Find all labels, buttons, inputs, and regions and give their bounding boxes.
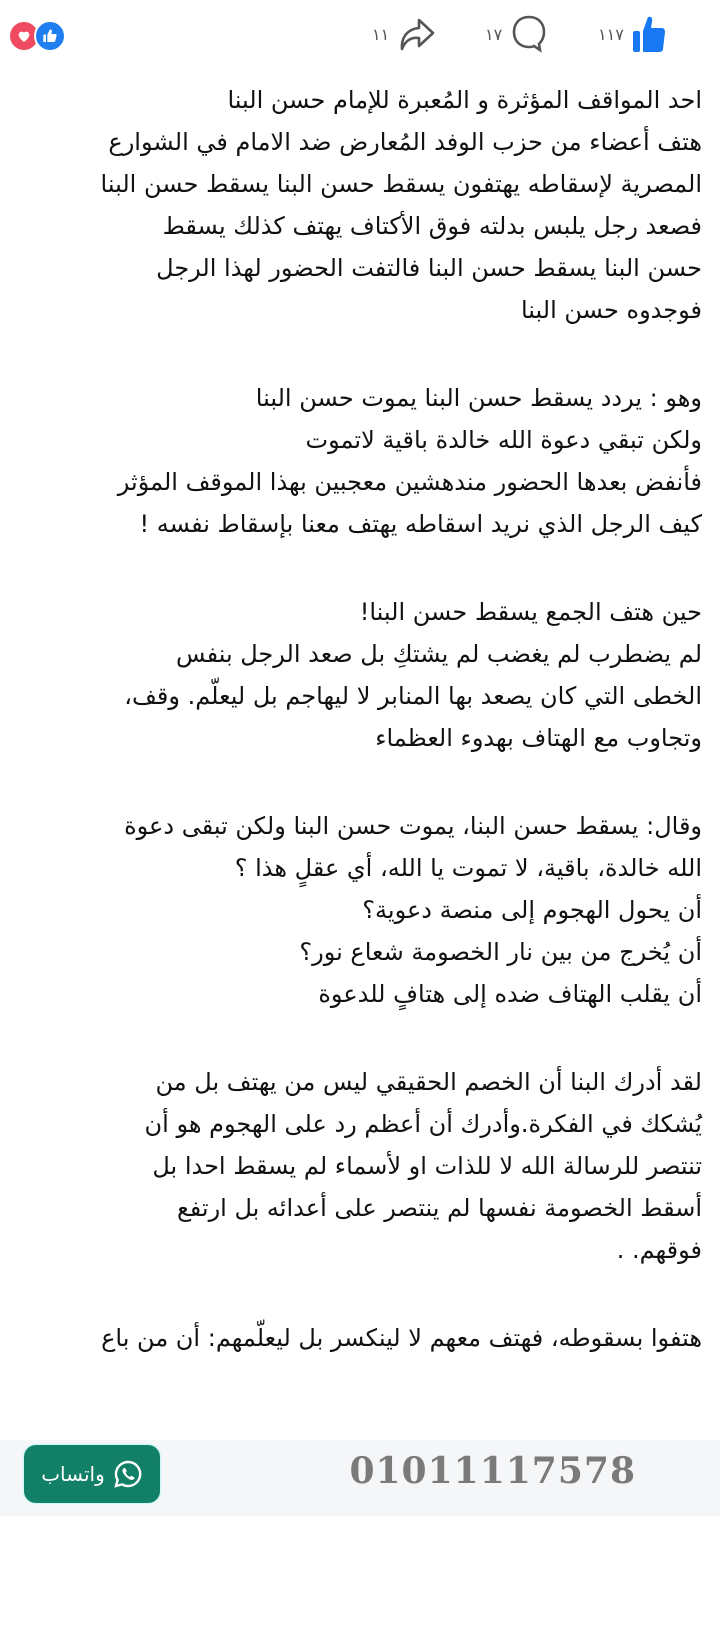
post-text-line: وتجاوب مع الهتاف بهدوء العظماء <box>375 724 702 752</box>
post-text-line: لم يضطرب لم يغضب لم يشتكِ بل صعد الرجل بنفس <box>175 640 702 668</box>
paragraph-gap <box>18 545 702 591</box>
post-text-line: فوجدوه حسن البنا <box>520 296 702 324</box>
whatsapp-label: واتساب <box>41 1462 105 1486</box>
comment-icon <box>510 14 548 54</box>
paragraph-gap <box>18 759 702 805</box>
paragraph-gap <box>18 331 702 377</box>
whatsapp-icon <box>113 1459 143 1489</box>
share-button[interactable] <box>372 14 437 54</box>
paragraph-gap <box>18 1015 702 1061</box>
post-text-line: حين هتف الجمع يسقط حسن البنا! <box>359 598 702 626</box>
post-body <box>18 79 702 1359</box>
post-text-line: وهو : يردد يسقط حسن البنا يموت حسن البنا <box>255 384 702 412</box>
post-text-line: أن يُخرج من بين نار الخصومة شعاع نور؟ <box>299 938 702 966</box>
post-text-line: هتف أعضاء من حزب الوفد المُعارض ضد الامام في الشوارع <box>108 128 702 156</box>
comment-count: ١٧ <box>485 24 503 44</box>
post-text-line: ولكن تبقي دعوة الله خالدة باقية لاتموت <box>305 426 702 454</box>
share-count: ١١ <box>372 24 390 44</box>
post-text-line: فصعد رجل يلبس بدلته فوق الأكتاف يهتف كذلك يسقط <box>162 212 702 240</box>
like-icon <box>34 20 66 52</box>
post-text-line: أن يقلب الهتاف ضده إلى هتافٍ للدعوة <box>318 980 702 1008</box>
contact-bar <box>0 1440 720 1516</box>
post-text-line: فأنفض بعدها الحضور مندهشين معجبين بهذا الموقف المؤثر <box>117 468 702 496</box>
comment-button[interactable] <box>485 14 548 54</box>
like-count: ١١٧ <box>598 24 624 44</box>
post-action-bar <box>0 0 720 70</box>
post-text-line: وقال: يسقط حسن البنا، يموت حسن البنا ولكن تبقى دعوة <box>124 812 702 840</box>
thumbs-up-icon <box>632 14 666 54</box>
phone-number[interactable]: 01011117578 <box>349 1450 636 1492</box>
whatsapp-button[interactable] <box>24 1445 160 1503</box>
post-text-line: الله خالدة، باقية، لا تموت يا الله، أي عقلٍ هذا ؟ <box>234 854 702 882</box>
like-button[interactable] <box>598 14 666 54</box>
post-text-line: كيف الرجل الذي نريد اسقاطه يهتف معنا بإسقاط نفسه ! <box>139 510 702 538</box>
share-icon <box>397 16 437 52</box>
post-text-line: يُشكك في الفكرة.وأدرك أن أعظم رد على الهجوم هو أن <box>144 1110 702 1138</box>
post-text-line: حسن البنا يسقط حسن البنا فالتفت الحضور لهذا الرجل <box>156 254 702 282</box>
post-text-line: أن يحول الهجوم إلى منصة دعوية؟ <box>362 896 702 924</box>
post-text-line: المصرية لإسقاطه يهتفون يسقط حسن البنا يسقط حسن البنا <box>100 170 702 198</box>
reaction-summary[interactable] <box>8 20 66 50</box>
post-text-line: تنتصر للرسالة الله لا للذات او لأسماء لم يسقط احدا بل <box>152 1152 702 1180</box>
post-text-line: لقد أدرك البنا أن الخصم الحقيقي ليس من يهتف بل من <box>155 1068 702 1096</box>
post-text-line: أسقط الخصومة نفسها لم ينتصر على أعدائه بل ارتفع <box>176 1194 702 1222</box>
post-text-line: الخطى التي كان يصعد بها المنابر لا ليهاجم بل ليعلّم. وقف، <box>124 682 702 710</box>
post-text-line: احد المواقف المؤثرة و المُعبرة للإمام حسن البنا <box>227 86 702 114</box>
paragraph-gap <box>18 1271 702 1317</box>
post-text-line: هتفوا بسقوطه، فهتف معهم لا لينكسر بل ليعلّمهم: أن من باع <box>101 1324 702 1352</box>
post-text-line: فوقهم. . <box>616 1236 702 1264</box>
